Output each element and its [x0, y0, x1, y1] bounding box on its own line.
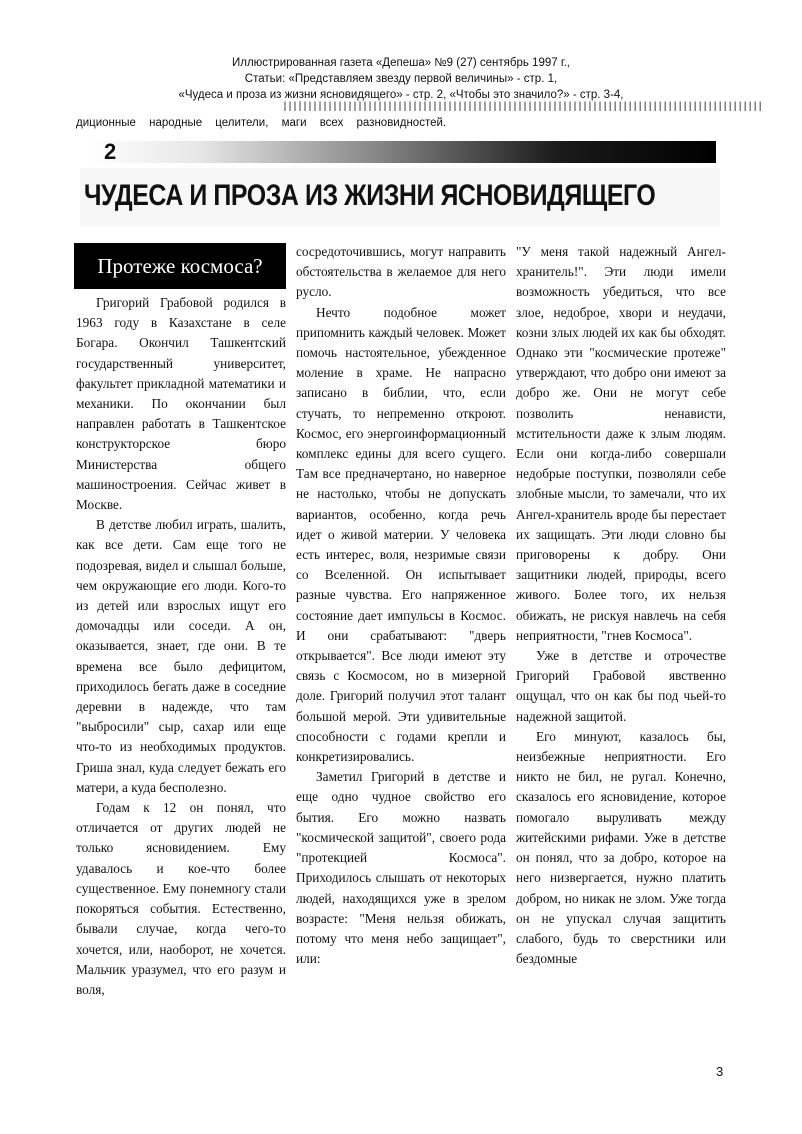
paragraph: Его минуют, казалось бы, неизбежные неприятности. Его никто не бил, не ругал. Конечно, сказалось его ясновидение, которое помогало выруливать между житейскими рифами. Уже в детстве он понял, что за добро, которое на него низвергается, нужно платить добром, но никак не злом. Уже тогда он не упускал случая защитить слабого, будь то сверстники или бездомные — [516, 728, 726, 967]
article-column-2 — [296, 242, 506, 969]
article-subtitle: Протеже космоса? — [74, 243, 286, 289]
footer-page-number: 3 — [716, 1064, 724, 1079]
paragraph: "У меня такой надежный Ангел-хранитель!". Эти люди имели возможность убедиться, что все злое, недоброе, хвори и неудачи, козни злых людей их как бы обходят. Однако эти "космические протеже" утверждают, что добро они имеют за добро же. Они не могут себе позволить ненависти, мстительности даже к злым людям. Если они когда-либо совершали недобрые поступки, позволяли себе злобные мысли, то замечали, что их Ангел-хранитель вроде бы перестает их защищать. Эти люди словно бы приговорены к добру. Они защитники людей, природы, всего живого. Более того, их нельзя обижать, не рискуя навлечь на себя неприятности, "гнев Космоса". — [516, 244, 726, 643]
paragraph: Заметил Григорий в детстве и еще одно чудное свойство его бытия. Его можно назвать "космической защитой", своего рода "протекцией Космоса". Приходилось слышать от некоторых людей, находящихся уже в зрелом возрасте: "Меня нельзя обижать, потому что меня небо защищает", или: — [296, 769, 506, 967]
section-page-number: 2 — [104, 139, 117, 164]
header-fragment: диционные народные целители, маги всех разновидностей. — [76, 117, 447, 129]
header-line-3: «Чудеса и проза из жизни ясновидящего» - стр. 2, «Чтобы это значило?» - стр. 3-4, — [178, 89, 624, 101]
paragraph: Григорий Грабовой родился в 1963 году в Казахстане в селе Богара. Окончил Ташкентский государственный университет, факультет прикладной математики и механики. По окончании был направлен работать в Ташкентское конструкторское бюро Министерства общего машиностроения. Сейчас живет в Москве. — [76, 295, 286, 513]
article-column-1 — [76, 293, 286, 1000]
section-title: ЧУДЕСА И ПРОЗА ИЗ ЖИЗНИ ЯСНОВИДЯЩЕГО — [84, 179, 656, 212]
paragraph: Нечто подобное может припомнить каждый человек. Может помочь настоятельное, убежденное моление в храме. Не напрасно записано в библии, что, если стучать, то непременно откроют. Космос, его энергоинформационный комплекс едины для всего сущего. Там все предначертано, но наверное не настолько, чтобы не допускать вариантов, особенно, когда речь идет о живой материи. У человека есть интерес, воля, незримые связи со Вселенной. Он испытывает разные чувства. Его напряженное состояние дает импульсы в Космос. И они срабатывают: "дверь открывается". Все люди имеют эту связь с Космосом, но в мизерной доле. Григорий получил этот талант большой мерой. Эти удивительные способности с годами крепли и конкретизировались. — [296, 304, 506, 765]
paragraph: Уже в детстве и отрочестве Григорий Грабовой явственно ощущал, что он как бы под чьей-то надежной защитой. — [516, 648, 726, 724]
paragraph: В детстве любил играть, шалить, как все дети. Сам еще того не подозревая, видел и слышал больше, чем окружающие его люди. Кого-то из детей или взрослых ищут его домочадцы или соседи. А он, оказывается, знает, где они. В те времена все было дефицитом, приходилось бегать даже в соседние деревни в надежде, что там "выбросили" сыр, сахар или еще что-то из необходимых продуктов. Гриша знал, куда следует бежать его матери, а куда бесполезно. — [76, 517, 286, 795]
header-line-2: Статьи: «Представляем звезду первой величины» - стр. 1, — [244, 73, 558, 85]
paragraph: Годам к 12 он понял, что отличается от других людей не только ясновидением. Ему удавалось и кое-что более существенное. Ему понемногу стали покоряться события. Естественно, бывали случае, когда чего-то хочется, или, наоборот, не хочется. Мальчик уразумел, что его разум и воля, — [76, 800, 286, 997]
header-marks: |||||||||||||||||||||||||||||||||||||||||||||||||||||||||||||||||||||||||||||||||||||||||||||||| — [282, 102, 763, 113]
header-line-1: Иллюстрированная газета «Депеша» №9 (27) сентябрь 1997 г., — [231, 57, 571, 69]
article-column-3 — [516, 242, 726, 969]
section-gradient-bar — [88, 141, 716, 163]
paragraph: сосредоточившись, могут направить обстоятельства в желаемое для него русло. — [296, 244, 506, 300]
